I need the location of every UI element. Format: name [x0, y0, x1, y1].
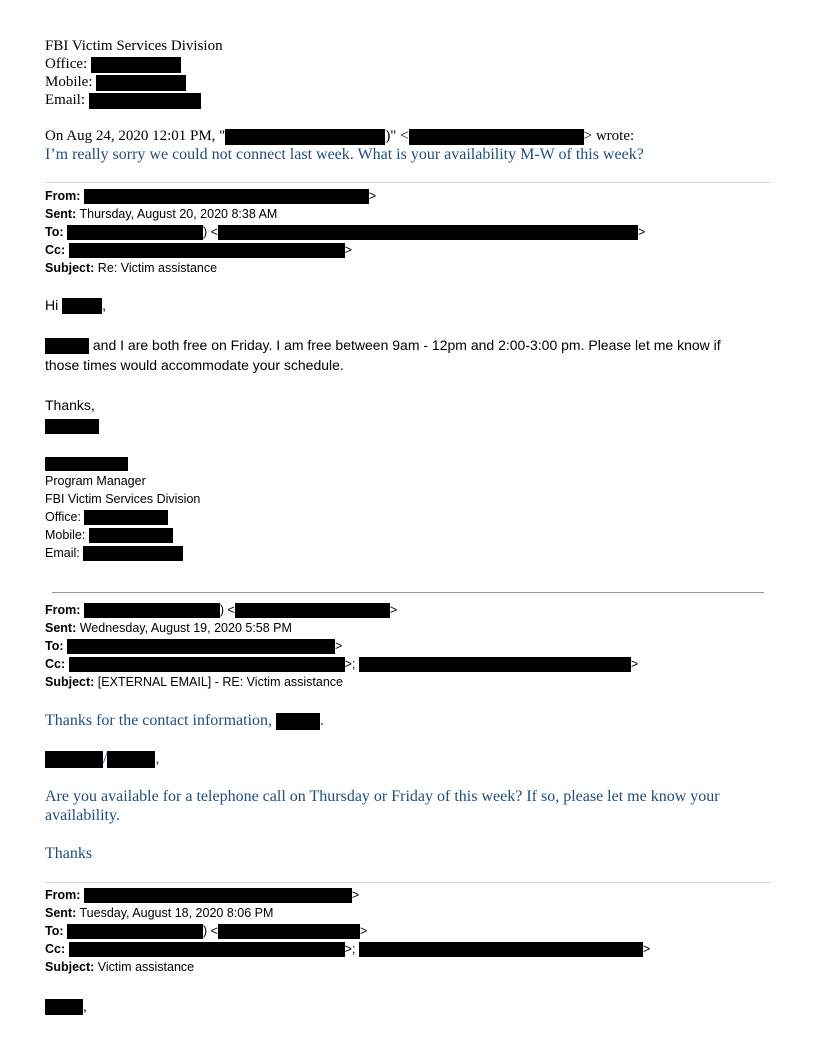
msg1-from: [45, 187, 376, 205]
period: .: [320, 712, 325, 729]
signature-email: [45, 91, 201, 109]
signature-office: [45, 55, 181, 73]
redaction: [45, 338, 89, 354]
msg1-sig-email: [45, 544, 183, 562]
redaction: [84, 189, 369, 204]
msg1-sent: [45, 205, 277, 223]
redaction: [96, 75, 186, 91]
redaction: [235, 603, 390, 618]
reply-text: I’m really sorry we could not connect last week. What is your availability M-W of this week?: [45, 146, 644, 163]
redaction: [276, 713, 320, 730]
redaction: [359, 657, 631, 672]
angle-close: >: [637, 225, 646, 239]
redaction: [218, 924, 360, 939]
redaction: [45, 999, 83, 1015]
sent-date: Tuesday, August 18, 2020 8:06 PM: [79, 906, 274, 920]
from-label: From:: [45, 888, 81, 902]
msg3-cc: [45, 940, 650, 958]
msg2-thanks: Thanks: [45, 845, 93, 862]
redaction: [83, 546, 183, 561]
angle-close: >: [359, 924, 368, 938]
signature-division: FBI Victim Services Division: [45, 38, 223, 54]
subject-label: Subject:: [45, 960, 95, 974]
msg2-para-line2: availability.: [45, 807, 120, 824]
redaction: [218, 225, 638, 240]
comma: ,: [102, 297, 107, 313]
quote-prefix: On Aug 24, 2020 12:01 PM, ": [45, 128, 226, 144]
cc-label: Cc:: [45, 942, 66, 956]
quote-suffix: > wrote:: [583, 128, 635, 144]
thanks-contact: Thanks for the contact information,: [45, 712, 273, 729]
msg1-sig-mobile: [45, 526, 173, 544]
angle-close: >: [344, 243, 352, 257]
redaction: [84, 510, 168, 525]
msg2-sent: [45, 619, 292, 637]
msg3-from: [45, 886, 359, 904]
cc-label: Cc:: [45, 657, 66, 671]
comma: ,: [155, 750, 160, 767]
angle-close: >: [630, 657, 639, 671]
cc-label: Cc:: [45, 243, 66, 257]
divider: [45, 882, 771, 883]
paren-angle: ) <: [219, 603, 235, 617]
office-label: Office:: [45, 510, 81, 524]
msg2-subject: [45, 673, 343, 691]
divider: [45, 182, 771, 183]
redaction: [62, 298, 102, 314]
sent-label: Sent:: [45, 207, 77, 221]
redaction: [45, 457, 128, 471]
to-label: To:: [45, 225, 64, 239]
msg1-sig-office: [45, 508, 168, 526]
redaction: [45, 419, 99, 434]
quote-mid: )" <: [385, 128, 409, 144]
mobile-label: Mobile:: [45, 74, 93, 90]
redaction: [67, 225, 203, 240]
redaction: [89, 93, 201, 109]
msg3-subject: [45, 958, 194, 976]
redaction: [359, 942, 643, 957]
from-label: From:: [45, 189, 81, 203]
angle-close: >: [389, 603, 398, 617]
redaction: [89, 528, 173, 543]
angle-semi: >;: [344, 942, 356, 956]
msg2-to: [45, 637, 342, 655]
msg2-cc: [45, 655, 638, 673]
signature-mobile: [45, 73, 186, 91]
divider: [52, 592, 764, 593]
paren-angle: ) <: [203, 924, 218, 938]
angle-close: >: [642, 942, 651, 956]
msg1-subject: [45, 259, 217, 277]
redaction: [225, 129, 385, 145]
redaction: [67, 924, 203, 939]
redaction: [69, 942, 345, 957]
redaction: [69, 243, 345, 258]
subject-text: Victim assistance: [97, 960, 195, 974]
redaction: [69, 657, 345, 672]
msg2-line1: [45, 711, 324, 731]
msg1-body-line1: [45, 335, 721, 355]
redaction: [45, 751, 103, 768]
redaction: [67, 639, 335, 654]
from-label: From:: [45, 603, 81, 617]
redaction: [409, 129, 584, 145]
angle-close: >: [368, 189, 377, 203]
comma: ,: [83, 998, 87, 1014]
paren-angle: ) <: [203, 225, 218, 239]
msg2-names: [45, 749, 159, 769]
msg3-greeting: [45, 996, 87, 1016]
sent-date: Wednesday, August 19, 2020 5:58 PM: [79, 621, 292, 635]
angle-close: >: [351, 888, 360, 902]
msg1-to: [45, 223, 645, 241]
msg1-thanks: Thanks,: [45, 397, 95, 413]
subject-text: [EXTERNAL EMAIL] - RE: Victim assistance: [97, 675, 344, 689]
msg1-cc: [45, 241, 352, 259]
mobile-label: Mobile:: [45, 528, 86, 542]
sent-label: Sent:: [45, 906, 77, 920]
msg1-greeting: [45, 295, 106, 315]
msg1-sig-title: Program Manager: [45, 474, 146, 488]
msg3-sent: [45, 904, 273, 922]
quote-header: [45, 127, 634, 145]
msg2-para-line1: Are you available for a telephone call on Thursday or Friday of this week? If so, please let me know your: [45, 788, 720, 805]
subject-label: Subject:: [45, 261, 95, 275]
sent-date: Thursday, August 20, 2020 8:38 AM: [79, 207, 278, 221]
sent-label: Sent:: [45, 621, 77, 635]
to-label: To:: [45, 639, 64, 653]
angle-semi: >;: [344, 657, 356, 671]
greeting-hi: Hi: [45, 297, 59, 313]
office-label: Office:: [45, 56, 88, 72]
msg1-sig-division: FBI Victim Services Division: [45, 492, 201, 506]
subject-text: Re: Victim assistance: [97, 261, 218, 275]
email-label: Email:: [45, 546, 80, 560]
redaction: [84, 603, 220, 618]
redaction: [107, 751, 155, 768]
redaction: [84, 888, 352, 903]
msg3-to: [45, 922, 367, 940]
to-label: To:: [45, 924, 64, 938]
subject-label: Subject:: [45, 675, 95, 689]
body-text: and I are both free on Friday. I am free between 9am - 12pm and 2:00-3:00 pm. Please let me know if: [92, 337, 721, 353]
email-label: Email:: [45, 92, 85, 108]
redaction: [91, 57, 181, 73]
msg1-body-line2: those times would accommodate your schedule.: [45, 357, 344, 373]
msg2-from: [45, 601, 397, 619]
angle-close: >: [335, 639, 343, 653]
slash: /: [103, 750, 108, 767]
